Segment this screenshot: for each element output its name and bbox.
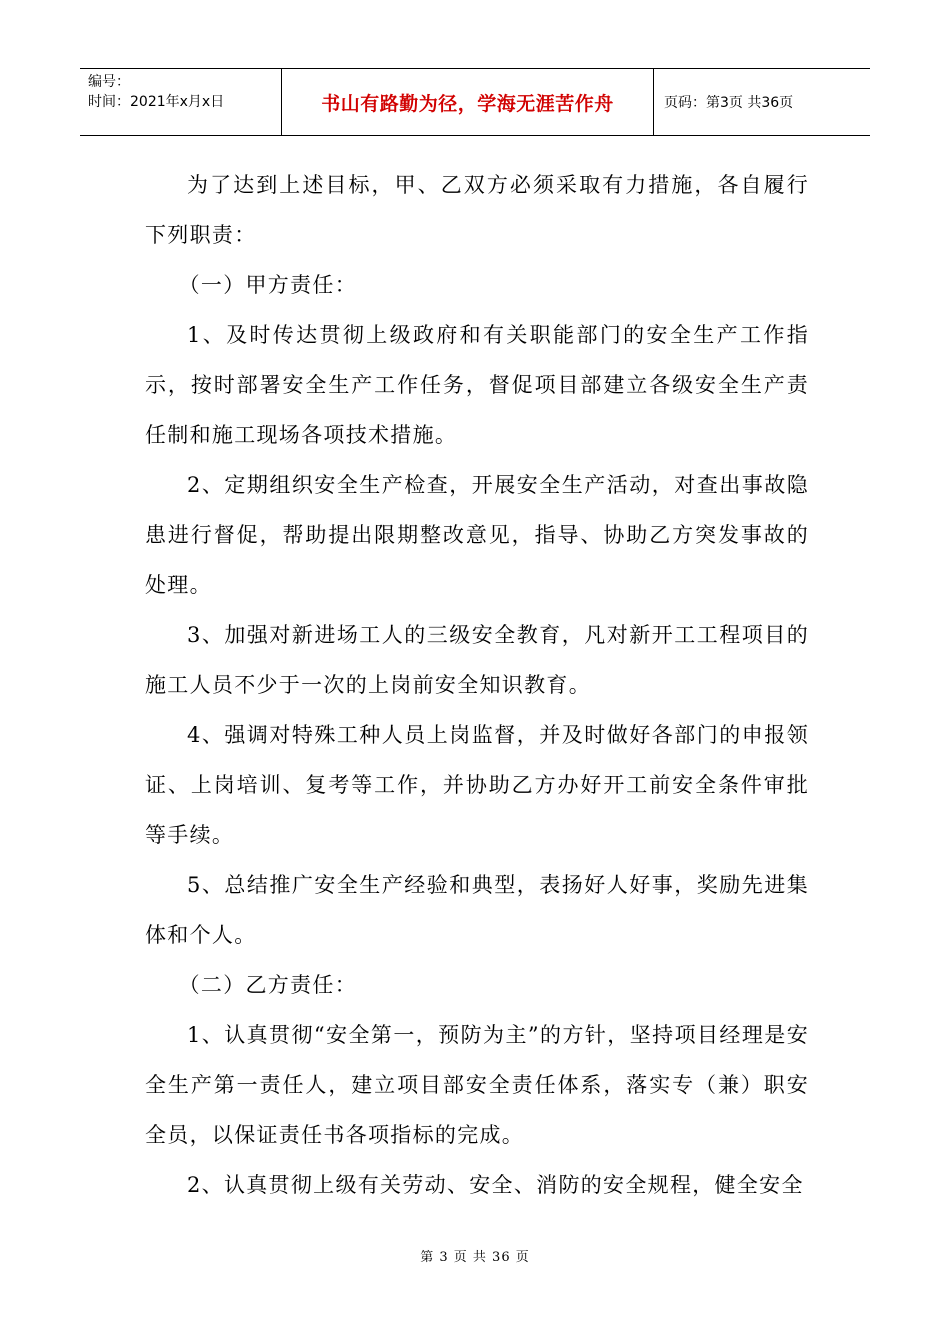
party-b-item-2: 2、认真贯彻上级有关劳动、安全、消防的安全规程，健全安全 bbox=[187, 1173, 804, 1197]
party-a-item-5: 5、总结推广安全生产经验和典型，表扬好人好事，奖励先进集体和个人。 bbox=[145, 873, 809, 947]
party-a-item-2: 2、定期组织安全生产检查，开展安全生产活动，对查出事故隐患进行督促，帮助提出限期整改意见，指导、协助乙方突发事故的处理。 bbox=[145, 473, 809, 597]
section-heading-party-a: （一）甲方责任： bbox=[178, 273, 357, 297]
page-footer bbox=[0, 1246, 950, 1265]
document-date-label: 时间：2021年x月x日 bbox=[88, 94, 225, 110]
header-meta-cell bbox=[80, 69, 282, 135]
section-heading-party-b: （二）乙方责任： bbox=[178, 973, 357, 997]
party-b-item-1: 1、认真贯彻“安全第一，预防为主”的方针，坚持项目经理是安全生产第一责任人，建立项目部安全责任体系，落实专（兼）职安全员，以保证责任书各项指标的完成。 bbox=[145, 1023, 809, 1147]
party-a-item-1: 1、及时传达贯彻上级政府和有关职能部门的安全生产工作指示，按时部署安全生产工作任务，督促项目部建立各级安全生产责任制和施工现场各项技术措施。 bbox=[145, 323, 809, 447]
document-body bbox=[145, 160, 809, 1210]
header-page-cell bbox=[654, 69, 870, 135]
header-motto: 书山有路勤为径，学海无涯苦作舟 bbox=[321, 92, 614, 115]
footer-page-number: 第 3 页 共 36 页 bbox=[420, 1250, 530, 1265]
party-a-item-4: 4、强调对特殊工种人员上岗监督，并及时做好各部门的申报领证、上岗培训、复考等工作，并协助乙方办好开工前安全条件审批等手续。 bbox=[145, 723, 809, 847]
header-page-number: 页码：第3页 共36页 bbox=[664, 95, 794, 111]
party-a-item-3: 3、加强对新进场工人的三级安全教育，凡对新开工工程项目的施工人员不少于一次的上岗前安全知识教育。 bbox=[145, 623, 809, 697]
document-number-label: 编号： bbox=[88, 74, 130, 90]
header-motto-cell bbox=[282, 69, 654, 135]
intro-paragraph: 为了达到上述目标，甲、乙双方必须采取有力措施，各自履行下列职责： bbox=[145, 173, 809, 247]
document-header bbox=[80, 68, 870, 136]
